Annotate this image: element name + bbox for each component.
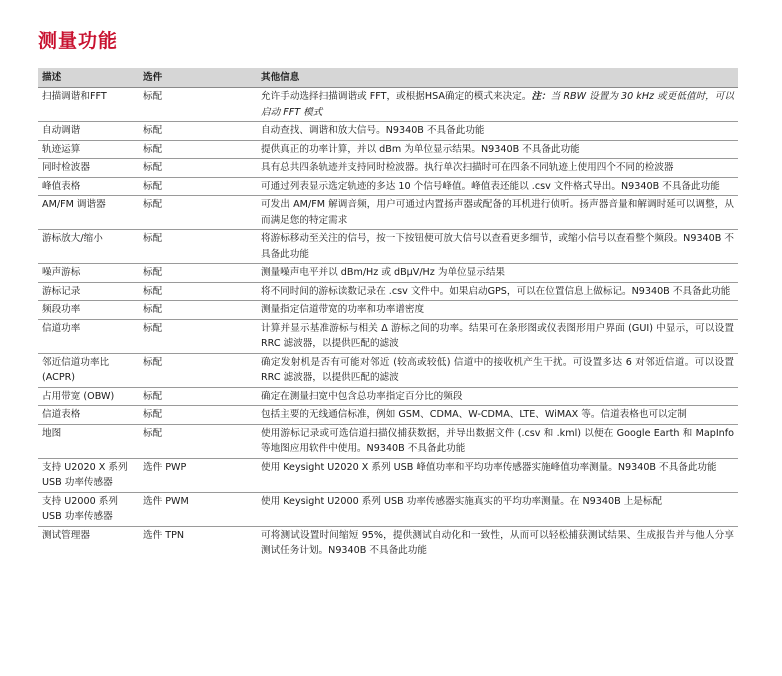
cell-option: 标配: [139, 387, 257, 406]
table-row: [38, 353, 738, 387]
page-title: 测量功能: [38, 30, 119, 52]
cell-description: 游标放大/缩小: [38, 230, 139, 264]
header-description: 描述: [38, 68, 139, 88]
cell-description: 游标记录: [38, 282, 139, 301]
cell-other-info: [257, 282, 738, 301]
cell-description: 同时检波器: [38, 159, 139, 178]
info-text: 测量指定信道带宽的功率和功率谱密度: [261, 304, 425, 315]
info-text: 使用 Keysight U2020 X 系列 USB 峰值功率和平均功率传感器实施峰值功率测量。N9340B 不具备此功能: [261, 461, 717, 473]
cell-description: 邻近信道功率比 (ACPR): [38, 353, 139, 387]
note-label: 注：: [531, 91, 551, 102]
cell-option: 标配: [139, 353, 257, 387]
cell-other-info: [257, 264, 738, 283]
cell-other-info: [257, 301, 738, 320]
cell-other-info: [257, 88, 738, 122]
info-text: 将不同时间的游标读数记录在 .csv 文件中。如果启动GPS，可以在位置信息上做标记。N9340B 不具备此功能: [261, 285, 731, 297]
cell-other-info: [257, 122, 738, 141]
cell-other-info: [257, 353, 738, 387]
cell-other-info: [257, 159, 738, 178]
table-row: [38, 319, 738, 353]
cell-description: 占用带宽 (OBW): [38, 387, 139, 406]
cell-option: 标配: [139, 140, 257, 159]
info-text: 使用游标记录或可选信道扫描仪捕获数据，并导出数据文件 (.csv 和 .kml) 以便在 Google Earth 和 MapInfo 等地图应用软件中使用。N9340B 不具备此功能: [261, 427, 734, 454]
cell-option: 标配: [139, 177, 257, 196]
cell-description: 自动调谐: [38, 122, 139, 141]
cell-other-info: [257, 140, 738, 159]
table-row: [38, 387, 738, 406]
info-text: 测量噪声电平并以 dBm/Hz 或 dBμV/Hz 为单位显示结果: [261, 267, 506, 278]
cell-option: 标配: [139, 406, 257, 425]
cell-other-info: [257, 230, 738, 264]
table-row: [38, 458, 738, 492]
table-row: [38, 424, 738, 458]
cell-description: 支持 U2000 系列 USB 功率传感器: [38, 492, 139, 526]
cell-option: 标配: [139, 230, 257, 264]
cell-description: 频段功率: [38, 301, 139, 320]
cell-other-info: [257, 196, 738, 230]
table-row: [38, 159, 738, 178]
cell-option: 标配: [139, 301, 257, 320]
info-text: 使用 Keysight U2000 系列 USB 功率传感器实施真实的平均功率测量。在 N9340B 上是标配: [261, 495, 663, 507]
table-row: [38, 301, 738, 320]
features-table: [38, 68, 738, 560]
info-text: 将游标移动至关注的信号，按一下按钮便可放大信号以查看更多细节，或缩小信号以查看整个频段。N9340B 不具备此功能: [261, 233, 734, 260]
info-text: 可通过列表显示选定轨迹的多达 10 个信号峰值。峰值表还能以 .csv 文件格式导出。N9340B 不具备此功能: [261, 180, 720, 192]
info-text: 确定在测量扫宽中包含总功率指定百分比的频段: [261, 390, 463, 402]
table-row: [38, 526, 738, 560]
cell-description: 地图: [38, 424, 139, 458]
cell-option: 标配: [139, 282, 257, 301]
cell-option: 标配: [139, 88, 257, 122]
cell-description: 扫描调谐和FFT: [38, 88, 139, 122]
info-text: 提供真正的功率计算，并以 dBm 为单位显示结果。N9340B 不具备此功能: [261, 143, 580, 155]
cell-option: 标配: [139, 264, 257, 283]
cell-option: 标配: [139, 122, 257, 141]
note-text: 当 RBW 设置为 30 kHz 或更低值时，可以启动 FFT 模式: [261, 91, 734, 118]
table-header-row: [38, 68, 738, 88]
cell-option: 标配: [139, 319, 257, 353]
table-row: [38, 88, 738, 122]
info-text: 具有总共四条轨迹并支持同时检波器。执行单次扫描时可在四条不同轨迹上使用四个不同的检波器: [261, 162, 674, 173]
cell-option: 标配: [139, 424, 257, 458]
info-text: 可将测试设置时间缩短 95%，提供测试自动化和一致性，从而可以轻松捕获测试结果、生成报告并与他人分享测试任务计划。N9340B 不具备此功能: [261, 529, 734, 556]
cell-other-info: [257, 424, 738, 458]
cell-option: 选件 TPN: [143, 529, 185, 541]
cell-other-info: [257, 406, 738, 425]
info-text: 自动查找、调谐和放大信号。N9340B 不具备此功能: [261, 125, 485, 136]
table-row: [38, 196, 738, 230]
table-row: [38, 492, 738, 526]
cell-description: 测试管理器: [42, 529, 90, 541]
table-row: [38, 177, 738, 196]
cell-description: 支持 U2020 X 系列 USB 功率传感器: [38, 458, 139, 492]
info-text: 计算并显示基准游标与相关 Δ 游标之间的功率。结果可在条形图或仪表图形用户界面 (GUI) 中显示，可以设置 RRC 滤波器，以提供匹配的滤波: [261, 322, 734, 349]
cell-other-info: [257, 319, 738, 353]
cell-description: 轨迹运算: [38, 140, 139, 159]
header-option: 选件: [139, 68, 257, 88]
cell-description: 信道表格: [38, 406, 139, 425]
cell-other-info: [257, 387, 738, 406]
table-row: [38, 140, 738, 159]
cell-description: 噪声游标: [38, 264, 139, 283]
table-row: [38, 230, 738, 264]
cell-option: 标配: [139, 196, 257, 230]
cell-other-info: [257, 492, 738, 526]
table-body: [38, 88, 738, 560]
table-row: [38, 264, 738, 283]
header-other-info: 其他信息: [257, 68, 738, 88]
info-text: 可发出 AM/FM 解调音频，用户可通过内置扬声器或配备的耳机进行侦听。扬声器音量和解调时延可以调整，从而满足您的特定需求: [261, 199, 734, 226]
cell-option: 选件 PWP: [139, 458, 257, 492]
cell-description: 峰值表格: [38, 177, 139, 196]
table-row: [38, 406, 738, 425]
table-row: [38, 282, 738, 301]
cell-other-info: [257, 458, 738, 492]
cell-option: 标配: [139, 159, 257, 178]
table-row: [38, 122, 738, 141]
info-text: 包括主要的无线通信标准，例如 GSM、CDMA、W-CDMA、LTE、WiMAX 等。信道表格也可以定制: [261, 409, 687, 420]
cell-description: 信道功率: [38, 319, 139, 353]
info-text: 确定发射机是否有可能对邻近 (较高或较低) 信道中的接收机产生干扰。可设置多达 6 对邻近信道。可以设置 RRC 滤波器，以提供匹配的滤波: [261, 356, 734, 383]
cell-other-info: [257, 526, 738, 560]
cell-option: 选件 PWM: [139, 492, 257, 526]
cell-description: AM/FM 调谐器: [38, 196, 139, 230]
cell-other-info: [257, 177, 738, 196]
info-text: 允许手动选择扫描调谐或 FFT，或根据HSA确定的模式来决定。: [261, 91, 532, 102]
